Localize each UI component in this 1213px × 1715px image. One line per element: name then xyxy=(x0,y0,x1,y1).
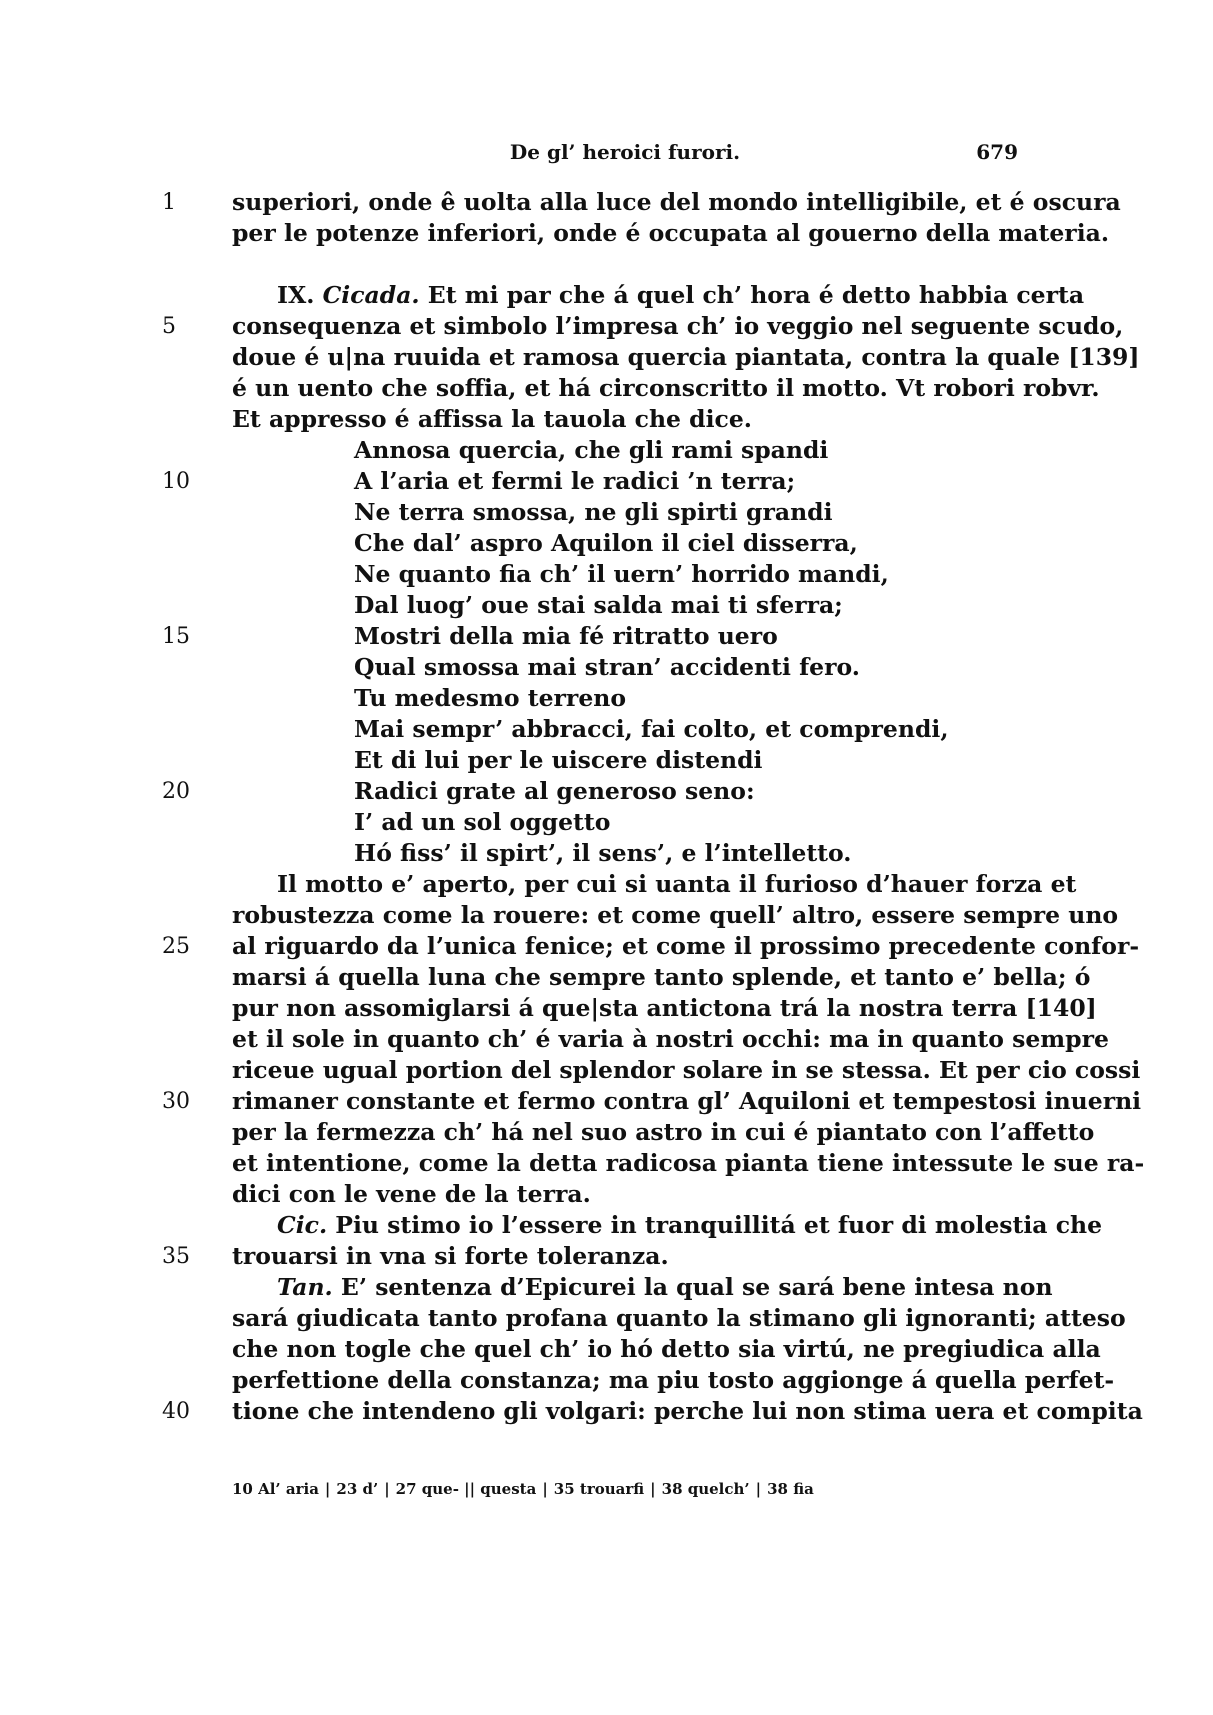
footnote-item: 27 que- || questa xyxy=(395,1480,537,1498)
line-text: Et di lui per le uiscere distendi xyxy=(354,746,763,774)
text-line xyxy=(162,1396,1143,1427)
text-line xyxy=(232,1179,1018,1210)
line-text: Ne quanto fia ch’ il uern’ horrido mandi, xyxy=(354,560,889,588)
line-text: tione che intendeno gli volgari: perche lui non stima uera et compita xyxy=(232,1397,1143,1425)
line-number: 20 xyxy=(162,779,190,804)
verse-line xyxy=(232,652,1018,683)
line-number: 30 xyxy=(162,1089,190,1114)
text-line xyxy=(232,1272,1053,1303)
running-title: De gl’ heroici furori. xyxy=(509,140,741,164)
line-text: per la fermezza ch’ há nel suo astro in cui é piantato con l’affetto xyxy=(232,1118,1095,1146)
verse-line xyxy=(232,745,1018,776)
running-header xyxy=(232,140,1018,174)
line-text: che non togle che quel ch’ io hó detto sia virtú, ne pregiudica alla xyxy=(232,1335,1101,1363)
verse-line xyxy=(232,590,1018,621)
line-text: Cic. Piu stimo io l’essere in tranquillitá et fuor di molestia che xyxy=(277,1211,1103,1239)
main-text xyxy=(162,187,1145,1427)
line-text: Annosa quercia, che gli rami spandi xyxy=(354,436,829,464)
apparatus-footnote xyxy=(232,1480,1018,1498)
line-text: I’ ad un sol oggetto xyxy=(354,808,611,836)
footnote-separator: | xyxy=(755,1480,762,1498)
text-line xyxy=(162,1241,1018,1272)
line-text: marsi á quella luna che sempre tanto splende, et tanto e’ bella; ó xyxy=(232,963,1091,991)
line-text: Che dal’ aspro Aquilon il ciel disserra, xyxy=(354,529,858,557)
text-line xyxy=(232,1117,1095,1148)
line-text: robustezza come la rouere: et come quell’ altro, essere sempre uno xyxy=(232,901,1119,929)
line-number: 10 xyxy=(162,469,190,494)
line-number: 25 xyxy=(162,934,190,959)
text-line xyxy=(232,218,1110,249)
line-text: riceue ugual portion del splendor solare in se stessa. Et per cio cossi xyxy=(232,1056,1141,1084)
text-line xyxy=(232,404,1018,435)
footnote-item: 38 quelch’ xyxy=(661,1480,750,1498)
line-text: sará giudicata tanto profana quanto la stimano gli ignoranti; atteso xyxy=(232,1304,1126,1332)
footnote-separator: | xyxy=(542,1480,548,1498)
line-text: Mostri della mia fé ritratto uero xyxy=(354,622,778,650)
text-line xyxy=(232,280,1085,311)
line-text: doue é u|na ruuida et ramosa quercia piantata, contra la quale [139] xyxy=(232,343,1140,371)
text-line xyxy=(232,1210,1103,1241)
line-text: Ne terra smossa, ne gli spirti grandi xyxy=(354,498,833,526)
line-text xyxy=(232,250,240,278)
verse-line xyxy=(232,497,1018,528)
line-text: et intentione, come la detta radicosa pianta tiene intessute le sue ra- xyxy=(232,1149,1145,1177)
line-number: 5 xyxy=(162,314,176,339)
footnote-item: 38 fia xyxy=(767,1480,814,1498)
verse-line xyxy=(232,435,1018,466)
text-line xyxy=(232,1148,1145,1179)
line-text: Radici grate al generoso seno: xyxy=(354,777,755,805)
text-line xyxy=(232,249,1018,280)
line-text: perfettione della constanza; ma piu tosto aggionge á quella perfet- xyxy=(232,1366,1115,1394)
line-text: consequenza et simbolo l’impresa ch’ io veggio nel seguente scudo, xyxy=(232,312,1124,340)
verse-line xyxy=(162,466,1018,497)
verse-line xyxy=(232,714,1018,745)
footnote-item: 35 trouarfi xyxy=(553,1480,645,1498)
line-text: é un uento che soffia, et há circonscritto il motto. Vt robori robvr. xyxy=(232,374,1100,402)
text-line xyxy=(232,869,1077,900)
footnote-separator: | xyxy=(650,1480,656,1498)
line-text: Et appresso é affissa la tauola che dice. xyxy=(232,405,752,433)
footnote-separator: | xyxy=(384,1480,390,1498)
line-text: Mai sempr’ abbracci, fai colto, et comprendi, xyxy=(354,715,949,743)
text-line xyxy=(232,342,1140,373)
text-line xyxy=(162,1086,1142,1117)
text-line xyxy=(232,1303,1126,1334)
line-text: et il sole in quanto ch’ é varia à nostri occhi: ma in quanto sempre xyxy=(232,1025,1109,1053)
text-line xyxy=(232,1334,1101,1365)
line-text: al riguardo da l’unica fenice; et come il prossimo precedente confor- xyxy=(232,932,1140,960)
line-number: 35 xyxy=(162,1244,190,1269)
line-text: IX. Cicada. Et mi par che á quel ch’ hora é detto habbia certa xyxy=(277,281,1085,309)
verse-line xyxy=(232,807,1018,838)
line-text: Dal luog’ oue stai salda mai ti sferra; xyxy=(354,591,843,619)
text-line xyxy=(232,373,1100,404)
text-line xyxy=(232,962,1091,993)
text-line xyxy=(162,931,1140,962)
verse-line xyxy=(162,621,1018,652)
line-text: trouarsi in vna si forte toleranza. xyxy=(232,1242,669,1270)
footnote-item: 23 d’ xyxy=(336,1480,379,1498)
line-number: 40 xyxy=(162,1399,190,1424)
line-number: 1 xyxy=(162,190,176,215)
line-text: Tan. E’ sentenza d’Epicurei la qual se sará bene intesa non xyxy=(277,1273,1053,1301)
verse-line xyxy=(232,528,1018,559)
footnote-separator: | xyxy=(324,1480,331,1498)
text-line xyxy=(162,311,1124,342)
line-text: Hó fiss’ il spirt’, il sens’, e l’intelletto. xyxy=(354,839,852,867)
line-text: superiori, onde ê uolta alla luce del mondo intelligibile, et é oscura xyxy=(232,188,1121,216)
verse-line xyxy=(232,683,1018,714)
footnote-item: 10 Al’ aria xyxy=(232,1480,319,1498)
text-line xyxy=(232,1055,1141,1086)
text-line xyxy=(232,900,1119,931)
text-line xyxy=(232,1365,1115,1396)
line-text: Tu medesmo terreno xyxy=(354,684,627,712)
line-text: Il motto e’ aperto, per cui si uanta il furioso d’hauer forza et xyxy=(277,870,1077,898)
verse-line xyxy=(162,776,1018,807)
text-line xyxy=(162,187,1121,218)
text-line xyxy=(232,993,1097,1024)
verse-line xyxy=(232,559,1018,590)
line-text: rimaner constante et fermo contra gl’ Aquiloni et tempestosi inuerni xyxy=(232,1087,1142,1115)
line-text: Qual smossa mai stran’ accidenti fero. xyxy=(354,653,860,681)
line-text: per le potenze inferiori, onde é occupata al gouerno della materia. xyxy=(232,219,1110,247)
line-number: 15 xyxy=(162,624,190,649)
text-line xyxy=(232,1024,1109,1055)
line-text: A l’aria et fermi le radici ’n terra; xyxy=(354,467,796,495)
verse-line xyxy=(232,838,1018,869)
page-number: 679 xyxy=(976,140,1018,164)
line-text: pur non assomiglarsi á que|sta antictona trá la nostra terra [140] xyxy=(232,994,1097,1022)
line-text: dici con le vene de la terra. xyxy=(232,1180,591,1208)
